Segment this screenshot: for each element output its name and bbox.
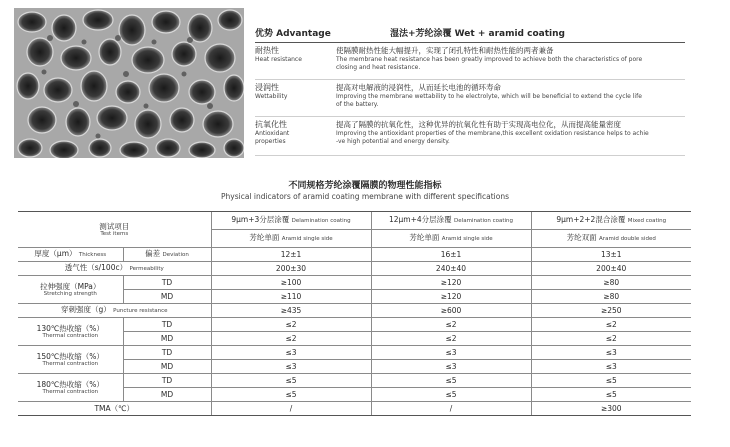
advantage-desc-en: -ve high potential and energy density. <box>336 138 450 145</box>
spec-table <box>18 211 691 416</box>
table-cell: ≤2 <box>211 332 371 346</box>
advantage-name-en: Heat resistance <box>255 56 302 63</box>
row-label-cn: 150℃热收缩（%） <box>36 351 104 361</box>
header-test-items <box>18 212 211 248</box>
table-cell: ≤2 <box>371 318 531 332</box>
header-test-cn: 测试项目 <box>99 221 130 231</box>
row-label <box>18 276 123 304</box>
table-row-thickness <box>18 248 691 262</box>
row-label-cn: 130℃热收缩（%） <box>36 323 104 333</box>
header-col-cn: 9μm+2+2混合涂覆 <box>556 215 626 224</box>
table-cell: 12±1 <box>211 248 371 262</box>
header-col-en: Mixed coating <box>627 218 667 224</box>
table-cell: ≤3 <box>211 360 371 374</box>
row-label <box>18 318 123 346</box>
table-cell: 200±30 <box>211 262 371 276</box>
table-cell: ≤5 <box>371 374 531 388</box>
table-cell: ≤5 <box>531 374 691 388</box>
table-cell: 200±40 <box>531 262 691 276</box>
table-cell: ≤3 <box>211 346 371 360</box>
deviation-en: Deviation <box>162 252 189 258</box>
table-cell: ≥300 <box>531 402 691 416</box>
advantage-desc-cn: 使隔膜耐热性能大幅提升，实现了闭孔特性和耐热性能的两者兼备 <box>336 46 554 55</box>
row-label <box>18 248 123 262</box>
header-side-cn: 芳纶双面 <box>566 233 597 242</box>
header-side-cn: 芳纶单面 <box>249 233 280 242</box>
advantage-desc-en: The membrane heat resistance has been greatly improved to achieve both the characteristics of pore <box>336 56 643 63</box>
table-cell: ≤3 <box>531 360 691 374</box>
advantage-row-antioxidant <box>255 117 685 156</box>
direction-td: TD <box>123 276 211 290</box>
table-row-stretching-td <box>18 276 691 290</box>
table-cell: ≥120 <box>371 290 531 304</box>
advantage-desc-en: Improving the antioxidant properties of the membrane,this excellent oxidation resistance helps to achie <box>336 130 649 137</box>
row-label-en: Puncture resistance <box>113 308 168 314</box>
row-label-cn: 厚度（μm） <box>34 249 77 258</box>
direction-td: TD <box>123 318 211 332</box>
direction-md: MD <box>123 290 211 304</box>
direction-md: MD <box>123 388 211 402</box>
advantage-row-wettability <box>255 80 685 117</box>
direction-td: TD <box>123 346 211 360</box>
header-side-en: Aramid single side <box>441 236 493 242</box>
table-cell: ≤5 <box>371 388 531 402</box>
table-row-tma <box>18 402 691 416</box>
header-col-1 <box>211 212 371 230</box>
row-label <box>18 346 123 374</box>
header-col-en: Delamination coating <box>291 218 351 224</box>
advantage-desc-en: Improving the membrane wettability to he electrolyte, which will be beneficial to extend the cycle life <box>336 93 642 100</box>
table-cell: ≤2 <box>371 332 531 346</box>
table-cell: ≤3 <box>371 360 531 374</box>
deviation-cn: 偏差 <box>145 249 161 258</box>
table-cell: ≤5 <box>211 374 371 388</box>
table-cell: ≥250 <box>531 304 691 318</box>
table-cell: ≤3 <box>371 346 531 360</box>
header-col-2 <box>371 212 531 230</box>
row-label-en: Thermal contraction <box>42 360 99 367</box>
sem-micrograph <box>14 8 244 158</box>
row-label-cn: 透气性（s/100c） <box>64 263 128 272</box>
advantage-header <box>255 22 685 43</box>
advantage-name-en: properties <box>255 138 286 145</box>
advantage-row-heat <box>255 43 685 80</box>
advantage-name-cn: 抗氧化性 <box>255 120 287 129</box>
row-label-cn: 180℃热收缩（%） <box>36 379 104 389</box>
table-cell: ≥100 <box>211 276 371 290</box>
row-label <box>18 304 211 318</box>
advantage-desc-en: of the battery. <box>336 101 379 108</box>
header-side-en: Aramid double sided <box>599 236 656 242</box>
porous-structure-image <box>14 8 244 158</box>
advantage-name-en: Wettability <box>255 93 288 100</box>
advantage-name-en: Antioxidant <box>255 130 290 137</box>
header-side-2 <box>371 230 531 248</box>
row-label-en: Permeability <box>129 266 164 272</box>
header-side-1 <box>211 230 371 248</box>
advantage-name-cn: 浸润性 <box>255 83 279 92</box>
table-cell: ≥110 <box>211 290 371 304</box>
table-cell: ≤2 <box>531 332 691 346</box>
header-col-cn: 9μm+3分层涂覆 <box>231 215 290 224</box>
header-side-cn: 芳纶单面 <box>409 233 440 242</box>
header-col-3 <box>531 212 691 230</box>
table-cell: ≥435 <box>211 304 371 318</box>
row-label-cn: 拉伸强度（MPa） <box>40 281 101 291</box>
table-row-puncture <box>18 304 691 318</box>
table-cell: 240±40 <box>371 262 531 276</box>
table-cell: ≤2 <box>211 318 371 332</box>
direction-md: MD <box>123 332 211 346</box>
advantage-title: 优势 Advantage <box>255 29 331 39</box>
table-cell: ≤5 <box>531 388 691 402</box>
row-label-en: Thermal contraction <box>42 388 99 395</box>
row-sublabel <box>123 248 211 262</box>
header-col-cn: 12μm+4分层涂覆 <box>388 215 452 224</box>
table-cell: ≥80 <box>531 276 691 290</box>
table-cell: ≤3 <box>531 346 691 360</box>
table-row-shrink150-td <box>18 346 691 360</box>
row-label <box>18 374 123 402</box>
header-test-en: Test items <box>100 230 129 237</box>
header-side-en: Aramid single side <box>281 236 333 242</box>
table-row-permeability <box>18 262 691 276</box>
direction-td: TD <box>123 374 211 388</box>
header-col-en: Delamination coating <box>454 218 514 224</box>
table-cell: ≥120 <box>371 276 531 290</box>
table-cell: ≥80 <box>531 290 691 304</box>
advantage-desc-cn: 提高对电解液的浸润性，从而延长电池的循环寿命 <box>336 83 501 92</box>
coating-type-title: 湿法+芳纶涂覆 Wet + aramid coating <box>390 29 565 39</box>
row-label-en: Thermal contraction <box>42 332 99 339</box>
advantage-name-cn: 耐热性 <box>255 46 279 55</box>
table-cell: 16±1 <box>371 248 531 262</box>
table-cell: / <box>211 402 371 416</box>
row-label: TMA（℃） <box>18 402 211 416</box>
table-cell: 13±1 <box>531 248 691 262</box>
direction-md: MD <box>123 360 211 374</box>
row-label-cn: 穿刺强度（g） <box>61 305 111 314</box>
row-label-en: Stretching strength <box>43 290 97 297</box>
advantage-desc-cn: 提高了隔膜的抗氧化性，这种优异的抗氧化性有助于实现高电位化，从而提高能量密度 <box>336 120 621 129</box>
table-row-shrink180-td <box>18 374 691 388</box>
table-cell: ≤5 <box>211 388 371 402</box>
table-header-row <box>18 212 691 230</box>
table-cell: ≥600 <box>371 304 531 318</box>
table-cell: ≤2 <box>531 318 691 332</box>
table-title-cn: 不同规格芳纶涂覆隔膜的物理性能指标 <box>288 181 442 191</box>
header-side-3 <box>531 230 691 248</box>
advantage-desc-en: closing and heat resistance. <box>336 64 421 71</box>
row-label <box>18 262 211 276</box>
table-title-en: Physical indicators of aramid coating membrane with different specifications <box>220 192 509 201</box>
row-label-en: Thickness <box>78 252 107 258</box>
table-cell: / <box>371 402 531 416</box>
table-row-shrink130-td <box>18 318 691 332</box>
